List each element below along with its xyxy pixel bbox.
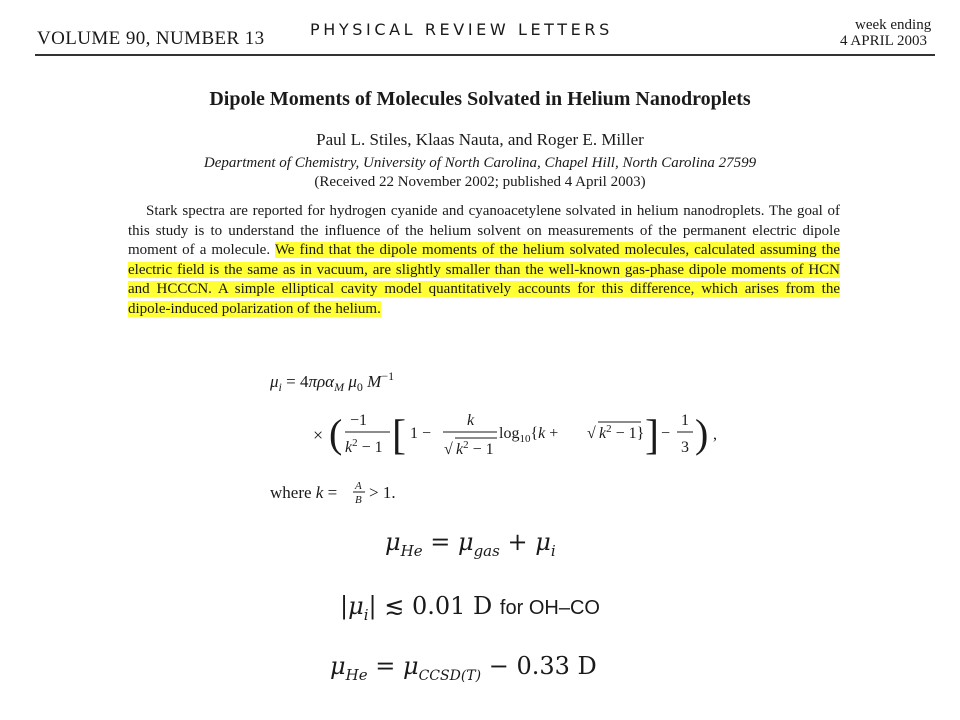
volume-label: VOLUME 90, NUMBER 13 xyxy=(37,28,265,49)
svg-text:√: √ xyxy=(587,425,596,442)
week-ending: week ending xyxy=(855,17,932,33)
svg-text:> 1.: > 1. xyxy=(369,483,396,502)
paper-title: Dipole Moments of Molecules Solvated in Helium Nanodroplets xyxy=(209,88,751,110)
svg-text:where k =: where k = xyxy=(270,483,338,502)
equation-ccsd: $\mu_{He} = \mu_{CCSD(T)} - 0.33$ D xyxy=(330,652,597,684)
received-date: (Received 22 November 2002; published 4 April 2003) xyxy=(314,174,646,190)
svg-text:√: √ xyxy=(444,441,453,458)
equation-induced-bound: $|\mu_i|$ ≲ 0.01 D for OH–CO xyxy=(340,592,600,624)
svg-text:B: B xyxy=(355,494,362,505)
equation-he-moment: $\mu_{He} = \mu_{gas} + \mu_i$ xyxy=(385,528,556,560)
svg-text:[: [ xyxy=(392,413,406,459)
svg-text:k2 − 1}: $k^2 - 1$} xyxy=(599,423,645,442)
equation-cavity-model xyxy=(265,365,735,505)
svg-text:−: − xyxy=(661,425,671,442)
issue-date: 4 APRIL 2003 xyxy=(840,33,927,49)
journal-name: PHYSICAL REVIEW LETTERS xyxy=(310,20,613,39)
svg-text:×: × xyxy=(313,425,324,445)
svg-text:]: ] xyxy=(645,413,659,459)
abstract-plain: Stark spectra are reported for hydrogen cyanide and cyanoacetylene solvated in helium nanodroplets. The goal of this study is to understand the influence of the helium solvent on measurements of the permanent electric dipole moment of a molecule. xyxy=(128,203,840,258)
authors: Paul L. Stiles, Klaas Nauta, and Roger E. Miller xyxy=(316,130,644,149)
svg-text:−1: −1 xyxy=(350,412,368,429)
svg-text:1: 1 xyxy=(681,412,689,429)
svg-text:1 −: 1 − xyxy=(410,425,432,442)
svg-text:,: , xyxy=(713,426,717,443)
affiliation: Department of Chemistry, University of North Carolina, Chapel Hill, North Carolina 27599 xyxy=(203,155,757,171)
svg-text:k: k xyxy=(467,412,475,429)
svg-text:k2 − 1: $k^2 - 1$ xyxy=(456,439,494,458)
eq1-line1: $\mu_i$ = 4πρα$_M$ $\mu_0$ $M^{-1}$ xyxy=(270,369,395,394)
svg-text:A: A xyxy=(355,480,362,492)
svg-text:): ) xyxy=(695,411,709,456)
header-rule xyxy=(35,54,935,56)
svg-text:3: 3 xyxy=(681,439,689,456)
abstract xyxy=(128,202,840,319)
svg-text:(: ( xyxy=(329,411,343,456)
svg-text:log10{k +: $\log_{10}\{k$ + xyxy=(499,425,559,445)
svg-text:k2 − 1: $k^2 - 1$ xyxy=(345,437,383,456)
abstract-highlight: We find that the dipole moments of the helium solvated molecules, calculated assuming the electric field is the same as in vacuum, are slightly smaller than the well-known gas-phase dipole moments of HCN and HCCCN. A simple elliptical cavity model quantitatively accounts for this difference, which arises from the dipole-induced polarization of the helium. xyxy=(128,242,840,317)
